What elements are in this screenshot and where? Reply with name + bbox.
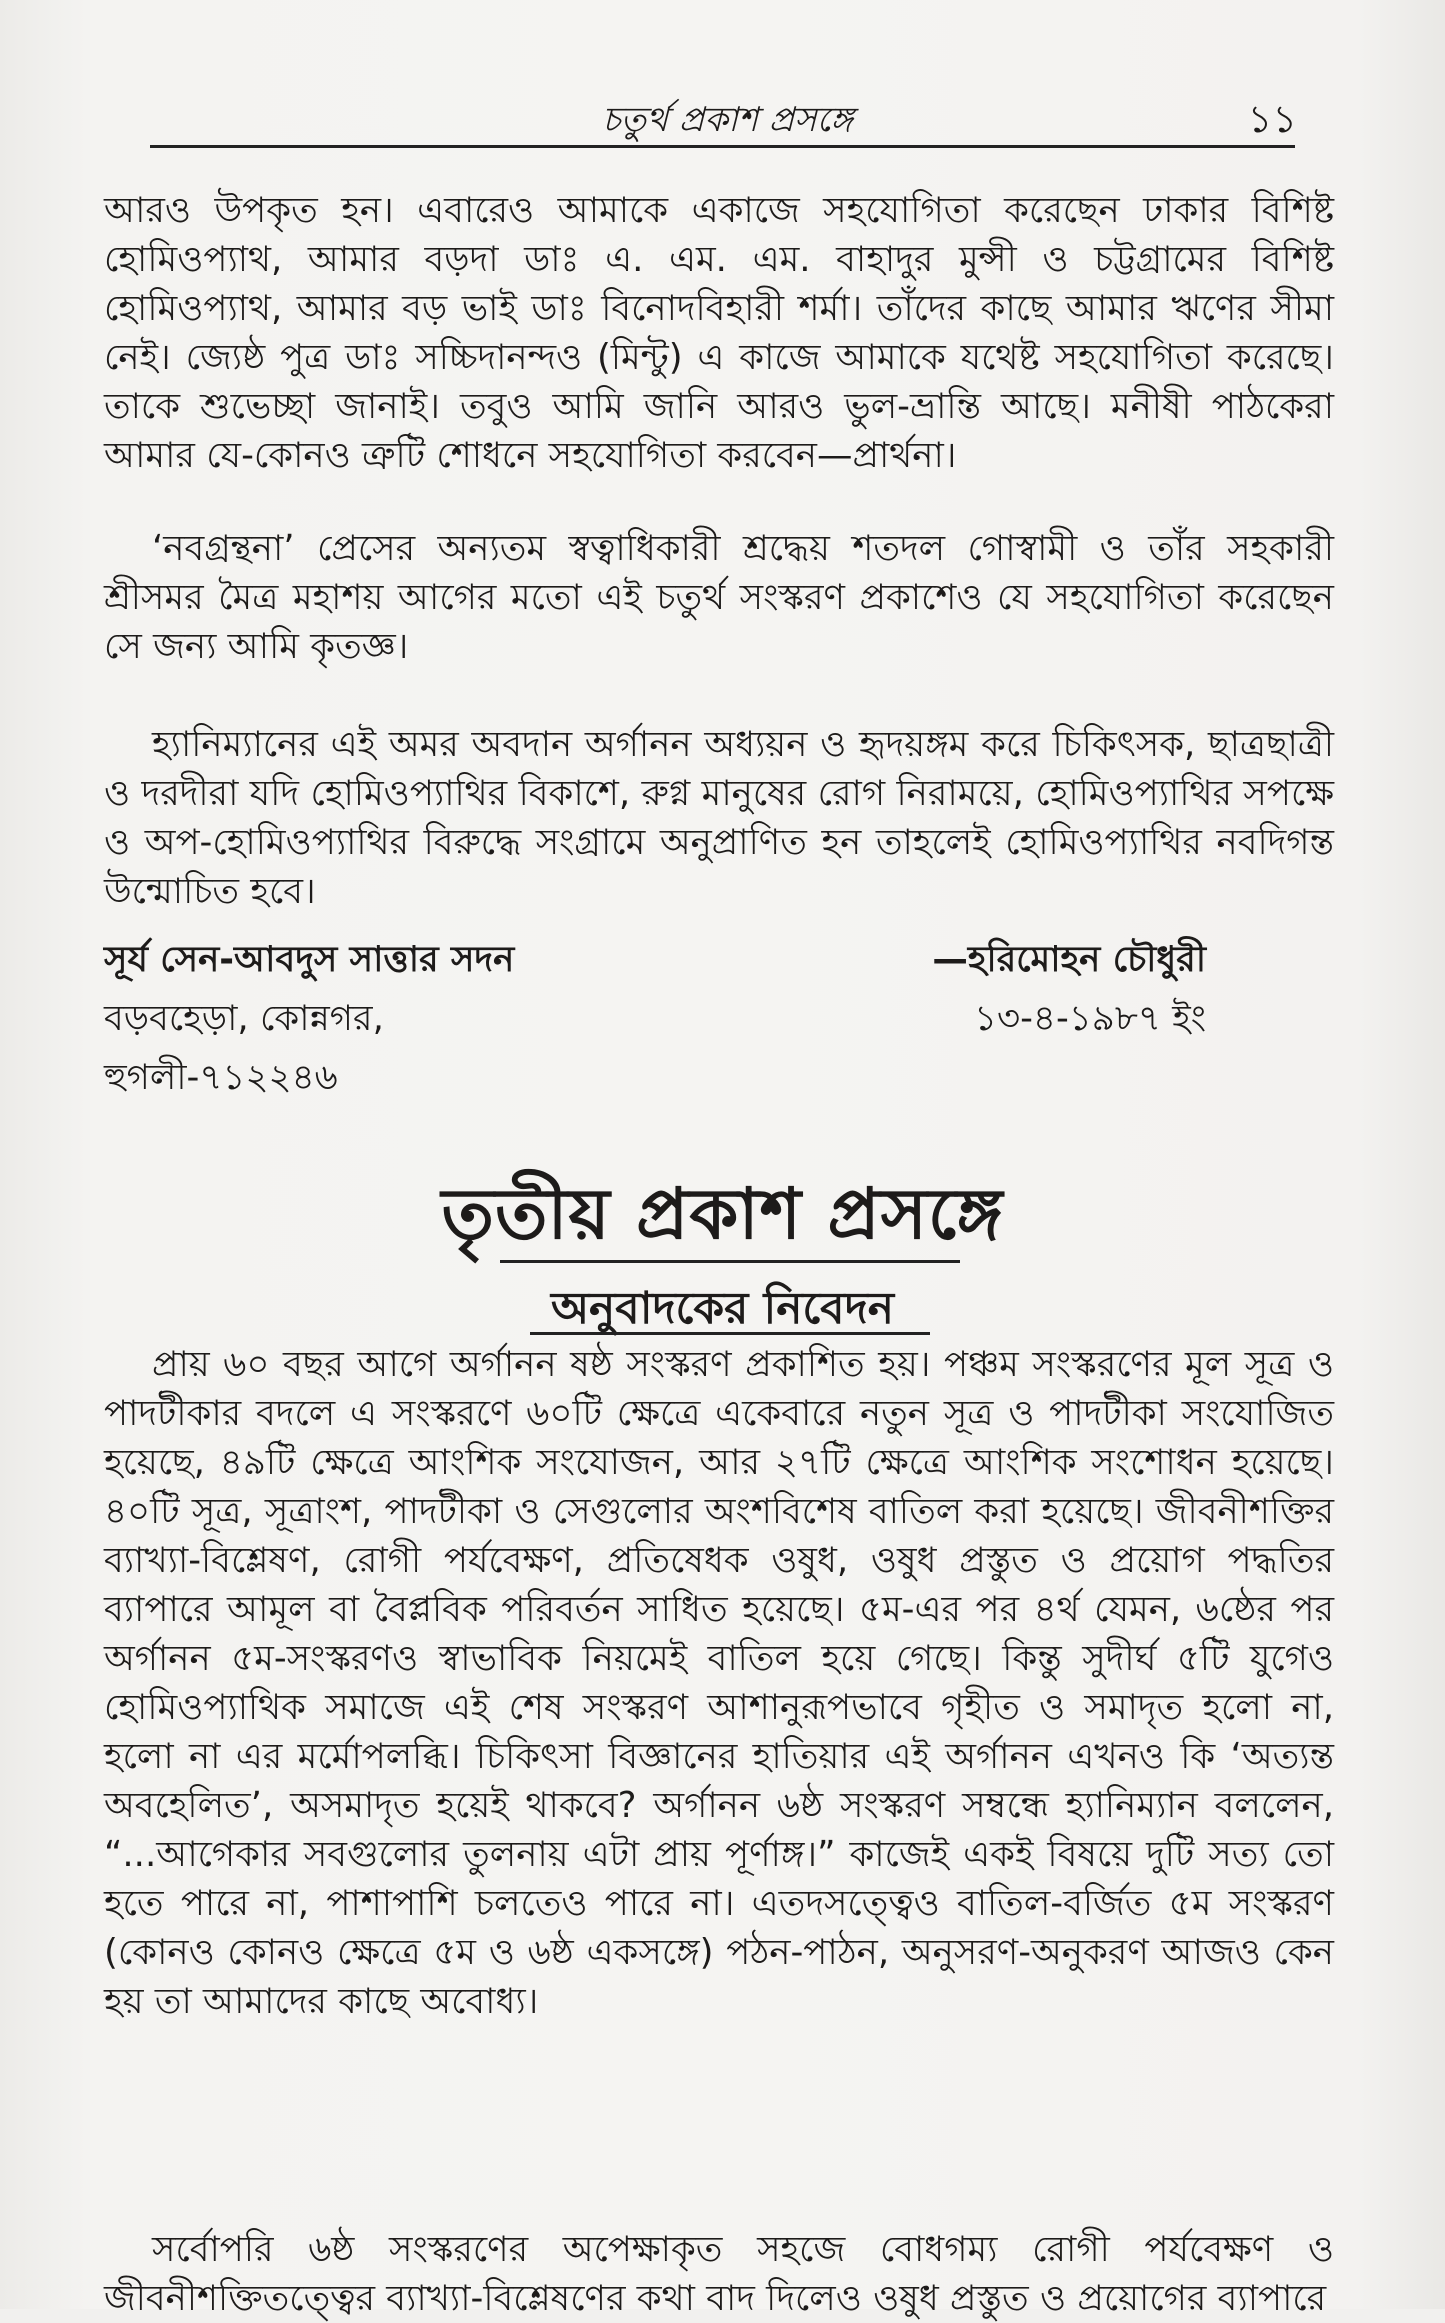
paragraph-translator-note [104, 1340, 1334, 2026]
address-line-1: সূর্য সেন-আবদুস সাত্তার সদন [104, 939, 515, 980]
paragraph-continued [104, 2225, 1334, 2323]
paragraph-text: প্রায় ৬০ বছর আগে অর্গানন ষষ্ঠ সংস্করণ প্রকাশিত হয়। পঞ্চম সংস্করণের মূল সূত্র ও পাদটীকার বদলে এ সংস্করণে ৬০টি ক্ষেত্রে একেবারে নতুন সূত্র ও পাদটীকা সংযোজিত হয়েছে, ৪৯টি ক্ষেত্রে আংশিক সংযোজন, আর ২৭টি ক্ষেত্রে আংশিক সংশোধন হয়েছে। ৪০টি সূত্র, সূত্রাংশ, পাদটীকা ও সেগুলোর অংশবিশেষ বাতিল করা হয়েছে। জীবনীশক্তির ব্যাখ্যা-বিশ্লেষণ, রোগী পর্যবেক্ষণ, প্রতিষেধক ওষুধ, ওষুধ প্রস্তুত ও প্রয়োগ পদ্ধতির ব্যাপারে আমূল বা বৈপ্লবিক পরিবর্তন সাধিত হয়েছে। ৫ম-এর পর ৪র্থ যেমন, ৬ষ্ঠের পর অর্গানন ৫ম-সংস্করণও স্বাভাবিক নিয়মেই বাতিল হয়ে গেছে। কিন্তু সুদীর্ঘ ৫টি যুগেও হোমিওপ্যাথিক সমাজে এই শেষ সংস্করণ আশানুরূপভাবে গৃহীত ও সমাদৃত হলো না, হলো না এর মর্মোপলব্ধি। চিকিৎসা বিজ্ঞানের হাতিয়ার এই অর্গানন এখনও কি ‘অত্যন্ত অবহেলিত’, অসমাদৃত হয়েই থাকবে? অর্গানন ৬ষ্ঠ সংস্করণ সম্বন্ধে হ্যানিম্যান বললেন, “...আগেকার সবগুলোর তুলনায় এটা প্রায় পূর্ণাঙ্গ।” কাজেই একই বিষয়ে দুটি সত্য তো হতে পারে না, পাশাপাশি চলতেও পারে না। এতদসত্ত্বেও বাতিল-বর্জিত ৫ম সংস্করণ (কোনও কোনও ক্ষেত্রে ৫ম ও ৬ষ্ঠ একসঙ্গে) পঠন-পাঠন, অনুসরণ-অনুকরণ আজও কেন হয় তা আমাদের কাছে অবোধ্য। [104, 1344, 1335, 2022]
page-header [150, 88, 1305, 141]
page-number: ১১ [1247, 97, 1297, 141]
signature-row-2 [104, 994, 1206, 1044]
address-line-3: হুগলী-৭১২২৪৬ [104, 1057, 338, 1098]
paragraph-text: সর্বোপরি ৬ষ্ঠ সংস্করণের অপেক্ষাকৃত সহজে বোধগম্য রোগী পর্যবেক্ষণ ও জীবনীশক্তিতত্ত্বের ব্যাখ্যা-বিশ্লেষণের কথা বাদ দিলেও ওষুধ প্রস্তুত ও প্রয়োগের ব্যাপারে [104, 2229, 1334, 2319]
running-head: চতুর্থ প্রকাশ প্রসঙ্গে [602, 100, 853, 140]
author-name: —হরিমোহন চৌধুরী [932, 939, 1206, 980]
header-rule [150, 145, 1295, 148]
section-subtitle: অনুবাদকের নিবেদন [550, 1283, 895, 1334]
title-underline [500, 1260, 960, 1263]
paragraph-text: আরও উপকৃত হন। এবারেও আমাকে একাজে সহযোগিতা করেছেন ঢাকার বিশিষ্ট হোমিওপ্যাথ, আমার বড়দা ডাঃ এ. এম. এম. বাহাদুর মুন্সী ও চট্টগ্রামের বিশিষ্ট হোমিওপ্যাথ, আমার বড় ভাই ডাঃ বিনোদবিহারী শর্মা। তাঁদের কাছে আমার ঋণের সীমা নেই। জ্যেষ্ঠ পুত্র ডাঃ সচ্চিদানন্দও (মিন্টু) এ কাজে আমাকে যথেষ্ট সহযোগিতা করেছে। তাকে শুভেচ্ছা জানাই। তবুও আমি জানি আরও ভুল-ভ্রান্তি আছে। মনীষী পাঠকেরা আমার যে-কোনও ত্রুটি শোধনে সহযোগিতা করবেন—প্রার্থনা। [104, 190, 1334, 476]
signature-row-1 [104, 935, 1206, 985]
paragraph-hope [104, 720, 1334, 916]
paragraph-acknowledgement [104, 186, 1334, 480]
paragraph-press-thanks [104, 524, 1334, 671]
address-line-2: বড়বহেড়া, কোন্নগর, [104, 998, 384, 1039]
paragraph-text: হ্যানিম্যানের এই অমর অবদান অর্গানন অধ্যয়ন ও হৃদয়ঙ্গম করে চিকিৎসক, ছাত্রছাত্রী ও দরদীরা যদি হোমিওপ্যাথির বিকাশে, রুগ্ন মানুষের রোগ নিরাময়ে, হোমিওপ্যাথির সপক্ষে ও অপ-হোমিওপ্যাথির বিরুদ্ধে সংগ্রামে অনুপ্রাণিত হন তাহলেই হোমিওপ্যাথির নবদিগন্ত উন্মোচিত হবে। [104, 724, 1334, 912]
signature-row-3 [104, 1053, 1206, 1103]
paragraph-text: ‘নবগ্রন্থনা’ প্রেসের অন্যতম স্বত্বাধিকারী শ্রদ্ধেয় শতদল গোস্বামী ও তাঁর সহকারী শ্রীসমর মৈত্র মহাশয় আগের মতো এই চতুর্থ সংস্করণ প্রকাশেও যে সহযোগিতা করেছেন সে জন্য আমি কৃতজ্ঞ। [104, 528, 1334, 667]
section-title: তৃতীয় প্রকাশ প্রসঙ্গে [441, 1173, 1004, 1255]
signature-date: ১৩-৪-১৯৮৭ ইং [974, 998, 1206, 1039]
subtitle-underline [530, 1332, 930, 1335]
